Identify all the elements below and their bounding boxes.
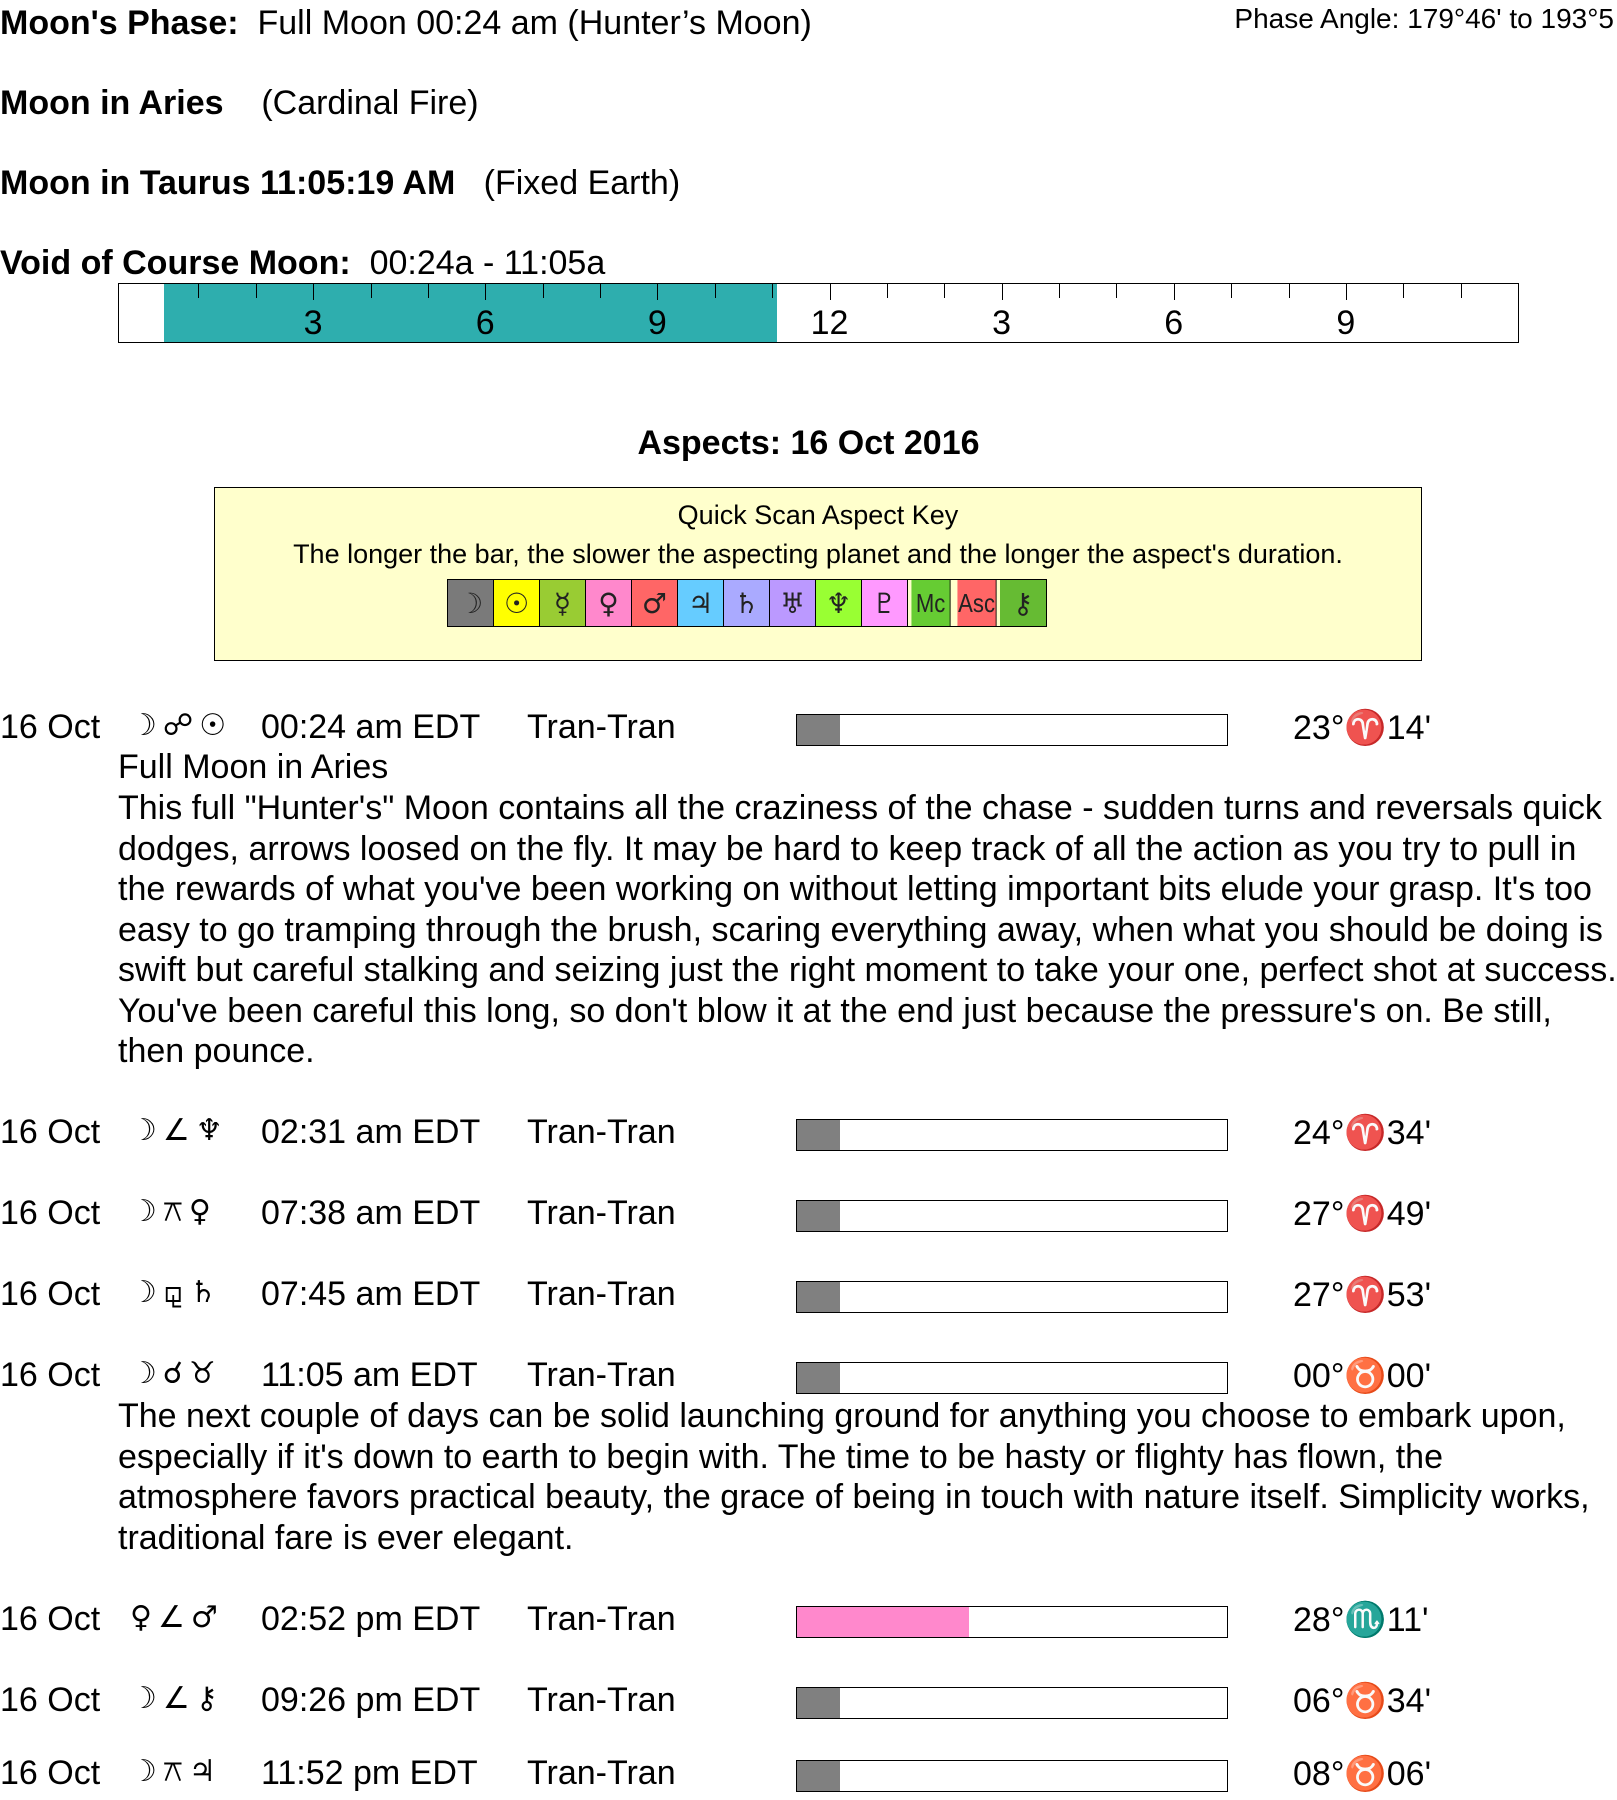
timeline-hour-label: 9 [647,304,667,342]
aspect-row [0,1681,1617,1725]
aspect-position: 23°♈14' [1293,709,1432,747]
moon-phase-value: Full Moon 00:24 am (Hunter’s Moon) [257,4,812,42]
aspect-duration-bar [796,1606,1228,1638]
aspect-date: 16 Oct [0,1356,101,1394]
aspect-glyphs: ♀∠♂ [130,1600,224,1635]
aspect-duration-bar [796,714,1228,746]
moon-sign-2: Moon in Taurus 11:05:19 AM [0,164,456,202]
aspect-duration-fill [797,1688,840,1718]
aspect-duration-fill [797,1282,840,1312]
aspect-key-description: The longer the bar, the slower the aspecting planet and the longer the aspect's duration. [293,539,1343,569]
moon-phase-line [0,4,812,43]
moon-sign-line-2 [0,164,680,203]
timeline-tick [1059,284,1060,298]
aspect-date: 16 Oct [0,1113,101,1151]
aspect-row [0,1600,1617,1644]
moon-sign-line-1 [0,84,479,123]
timeline-tick [1289,284,1290,298]
aspect-position: 27°♈49' [1293,1195,1432,1233]
aspect-time: 02:52 pm EDT [261,1600,481,1638]
aspect-type: Tran-Tran [527,1113,676,1151]
aspect-duration-fill [797,1761,840,1791]
timeline-tick [543,284,544,298]
key-midheaven-icon: Mc [911,580,950,626]
timeline-hour-label: 12 [810,304,849,342]
timeline-tick [887,284,888,298]
key-sun-icon: ☉ [494,580,540,626]
aspect-duration-bar [796,1119,1228,1151]
aspect-duration-fill [797,1120,840,1150]
aspect-row [0,1113,1617,1157]
aspect-duration-bar [796,1200,1228,1232]
aspect-date: 16 Oct [0,1600,101,1638]
timeline-tick [256,284,257,298]
aspect-time: 09:26 pm EDT [261,1681,481,1719]
key-neptune-icon: ♆ [816,580,862,626]
aspect-duration-bar [796,1760,1228,1792]
aspect-row [0,1194,1617,1238]
aspect-position: 08°♉06' [1293,1755,1432,1793]
aspect-position: 27°♈53' [1293,1276,1432,1314]
aspect-duration-bar [796,1362,1228,1394]
void-of-course-line [0,244,605,283]
aspect-row [0,1356,1617,1400]
aspect-key-title: Quick Scan Aspect Key [677,500,959,530]
aspect-description: This full "Hunter's" Moon contains all the craziness of the chase - sudden turns and reversals quick dodges, arrows loosed on the fly. It may be hard to keep track of all the action as you try to pull in the rewards of what you've been working on without letting important bits elude your grasp. It's too easy to go tramping through the brush, scaring everything away, when what you should be doing is swift but careful stalking and seizing just the right moment to take your one, perfect shot at success. You've been careful this long, so don't blow it at the end just because the pressure's on. Be still, then pounce. [118,789,1617,1070]
timeline-tick [600,284,601,298]
aspect-glyphs: ☽⚻♃ [130,1754,222,1789]
aspect-row [0,1754,1617,1798]
aspect-row [0,1275,1617,1319]
aspect-description-title: Full Moon in Aries [118,748,389,786]
aspect-time: 11:05 am EDT [261,1356,478,1394]
timeline-tick [371,284,372,298]
aspect-type: Tran-Tran [527,1356,676,1394]
timeline-hour-label: 6 [475,304,495,342]
aspect-time: 07:45 am EDT [261,1275,481,1313]
key-moon-icon: ☽ [448,580,494,626]
moon-sign-1: Moon in Aries [0,84,224,122]
timeline-hour-label: 6 [1164,304,1184,342]
timeline-tick [1461,284,1462,298]
timeline-tick [1346,284,1347,300]
aspect-time: 07:38 am EDT [261,1194,481,1232]
aspect-type: Tran-Tran [527,1600,676,1638]
timeline-tick [657,284,658,300]
aspect-description: The next couple of days can be solid launching ground for anything you choose to embark upon, especially if it's down to earth to begin with. The time to be hasty or flighty has flown, the atmosphere favors practical beauty, the grace of being in touch with nature itself. Simplicity works, traditional fare is ever elegant. [118,1397,1590,1557]
aspect-key-strip [447,579,1047,627]
aspect-glyphs: ☽∠♆ [130,1113,229,1148]
moon-phase-label: Moon's Phase: [0,4,239,42]
aspects-title: Aspects: 16 Oct 2016 [637,424,980,462]
key-pluto-icon: ♇ [862,580,908,626]
timeline-tick [1231,284,1232,298]
key-ascendant-icon: Asc [957,580,996,626]
aspect-glyphs: ☽⚼♄ [130,1275,223,1310]
aspect-position: 24°♈34' [1293,1114,1432,1152]
aspect-date: 16 Oct [0,708,101,746]
aspect-position: 28°♏11' [1293,1601,1429,1639]
aspect-date: 16 Oct [0,1681,101,1719]
timeline-tick [485,284,486,300]
key-mars-icon: ♂ [632,580,678,626]
aspect-key-box [214,487,1422,661]
aspect-type: Tran-Tran [527,1194,676,1232]
key-chiron-icon: ⚷ [1000,580,1046,626]
key-jupiter-icon: ♃ [678,580,724,626]
timeline-tick [772,284,773,298]
key-mercury-icon: ☿ [540,580,586,626]
timeline-tick [715,284,716,298]
key-venus-icon: ♀ [586,580,632,626]
aspect-position: 06°♉34' [1293,1682,1432,1720]
aspect-row [0,708,1617,752]
timeline-tick [1116,284,1117,298]
aspect-type: Tran-Tran [527,708,676,746]
aspect-glyphs: ☽☍☉ [130,708,233,743]
voc-value: 00:24a - 11:05a [369,244,606,282]
phase-angle: Phase Angle: 179°46' to 193°5 [1234,3,1614,34]
moon-sign-2-element: (Fixed Earth) [483,164,681,202]
key-saturn-icon: ♄ [724,580,770,626]
aspect-duration-bar [796,1687,1228,1719]
aspect-glyphs: ☽☌♉ [130,1356,222,1391]
timeline-tick [1002,284,1003,300]
timeline-hour-label: 9 [1336,304,1356,342]
timeline-tick [944,284,945,298]
moon-sign-1-element: (Cardinal Fire) [261,84,479,122]
aspect-type: Tran-Tran [527,1754,676,1792]
void-of-course-timeline [118,283,1519,343]
voc-label: Void of Course Moon: [0,244,351,282]
key-uranus-icon: ♅ [770,580,816,626]
timeline-tick [198,284,199,298]
timeline-tick [1174,284,1175,300]
aspect-glyphs: ☽∠⚷ [130,1681,224,1716]
timeline-tick [313,284,314,300]
aspect-duration-fill [797,1201,840,1231]
aspect-type: Tran-Tran [527,1681,676,1719]
aspect-duration-bar [796,1281,1228,1313]
aspect-date: 16 Oct [0,1754,101,1792]
aspect-type: Tran-Tran [527,1275,676,1313]
timeline-tick [1403,284,1404,298]
aspect-date: 16 Oct [0,1275,101,1313]
aspect-duration-fill [797,1363,840,1393]
timeline-hour-label: 3 [303,304,323,342]
aspect-date: 16 Oct [0,1194,101,1232]
timeline-hour-label: 3 [992,304,1012,342]
aspect-duration-fill [797,715,840,745]
timeline-tick [428,284,429,298]
aspect-time: 00:24 am EDT [261,708,481,746]
aspect-position: 00°♉00' [1293,1357,1432,1395]
aspect-time: 02:31 am EDT [261,1113,481,1151]
aspect-glyphs: ☽⚻♀ [130,1194,217,1229]
aspect-time: 11:52 pm EDT [261,1754,478,1792]
aspect-duration-fill [797,1607,969,1637]
timeline-tick [830,284,831,300]
